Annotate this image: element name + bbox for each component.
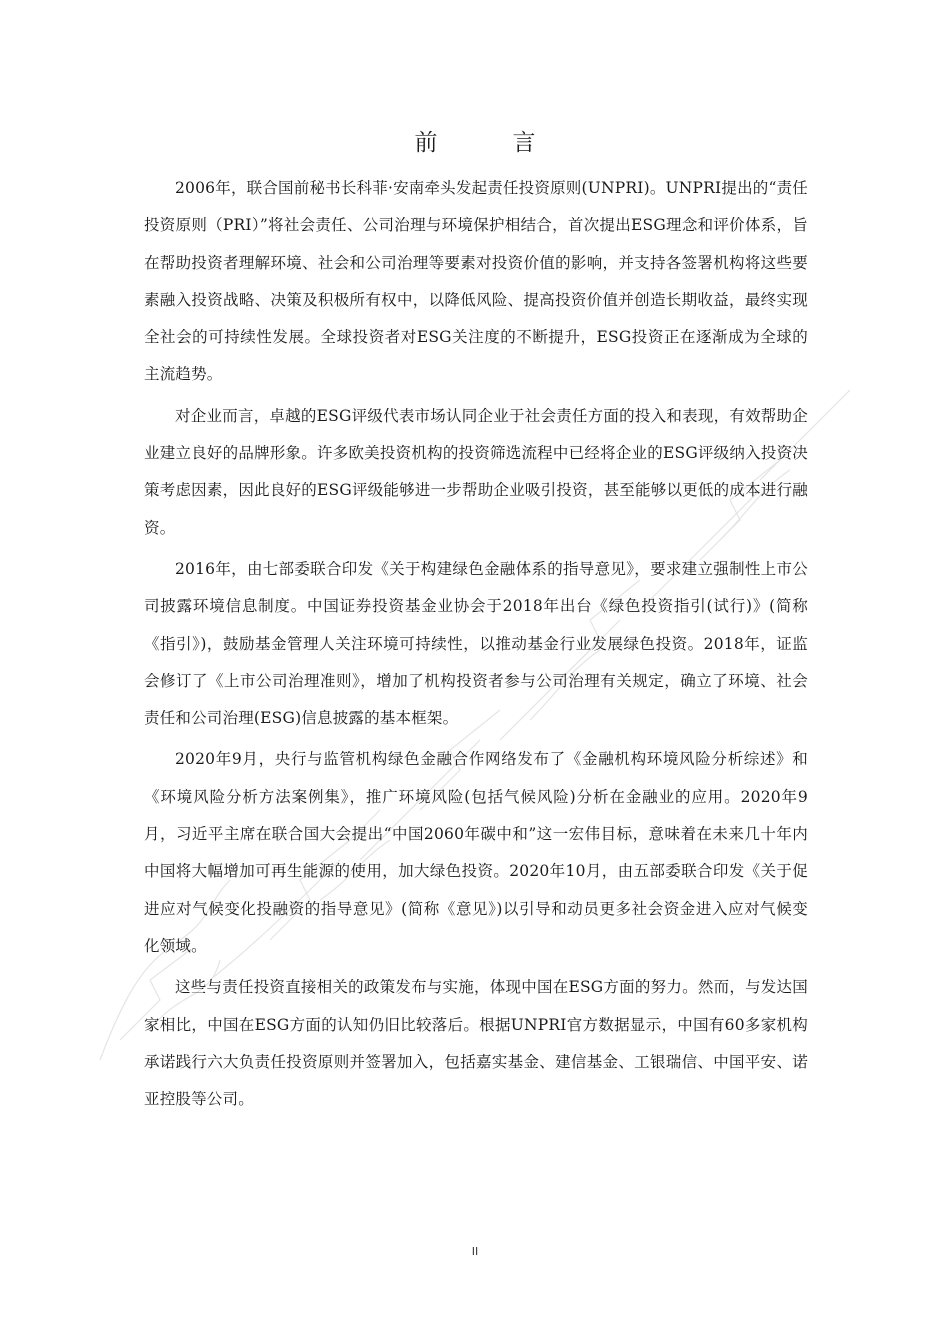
page-number: II <box>471 1245 479 1258</box>
body-text <box>144 170 808 1122</box>
page-title: 前 言 <box>414 130 562 156</box>
paragraph: 2006年，联合国前秘书长科菲·安南牵头发起责任投资原则(UNPRI)。UNPRI提出的“责任投资原则（PRI）”将社会责任、公司治理与环境保护相结合，首次提出ESG理念和评价体系，旨在帮助投资者理解环境、社会和公司治理等要素对投资价值的影响，并支持各签署机构将这些要素融入投资战略、决策及积极所有权中，以降低风险、提高投资价值并创造长期收益，最终实现全社会的可持续性发展。全球投资者对ESG关注度的不断提升，ESG投资正在逐渐成为全球的主流趋势。 <box>144 179 808 384</box>
paragraph: 2016年，由七部委联合印发《关于构建绿色金融体系的指导意见》，要求建立强制性上市公司披露环境信息制度。中国证券投资基金业协会于2018年出台《绿色投资指引(试行)》(简称《指引》)，鼓励基金管理人关注环境可持续性，以推动基金行业发展绿色投资。2018年，证监会修订了《上市公司治理准则》，增加了机构投资者参与公司治理有关规定，确立了环境、社会责任和公司治理(ESG)信息披露的基本框架。 <box>144 559 808 728</box>
paragraph: 对企业而言，卓越的ESG评级代表市场认同企业于社会责任方面的投入和表现，有效帮助企业建立良好的品牌形象。许多欧美投资机构的投资筛选流程中已经将企业的ESG评级纳入投资决策考虑因素，因此良好的ESG评级能够进一步帮助企业吸引投资，甚至能够以更低的成本进行融资。 <box>144 406 808 537</box>
paragraph: 这些与责任投资直接相关的政策发布与实施，体现中国在ESG方面的努力。然而，与发达国家相比，中国在ESG方面的认知仍旧比较落后。根据UNPRI官方数据显示，中国有60多家机构承诺践行六大负责任投资原则并签署加入，包括嘉实基金、建信基金、工银瑞信、中国平安、诺亚控股等公司。 <box>144 978 808 1109</box>
paragraph: 2020年9月，央行与监管机构绿色金融合作网络发布了《金融机构环境风险分析综述》和《环境风险分析方法案例集》，推广环境风险(包括气候风险)分析在金融业的应用。2020年9月，习近平主席在联合国大会提出“中国2060年碳中和”这一宏伟目标，意味着在未来几十年内中国将大幅增加可再生能源的使用，加大绿色投资。2020年10月，由五部委联合印发《关于促进应对气候变化投融资的指导意见》(简称《意见》)以引导和动员更多社会资金进入应对气候变化领域。 <box>144 750 808 955</box>
